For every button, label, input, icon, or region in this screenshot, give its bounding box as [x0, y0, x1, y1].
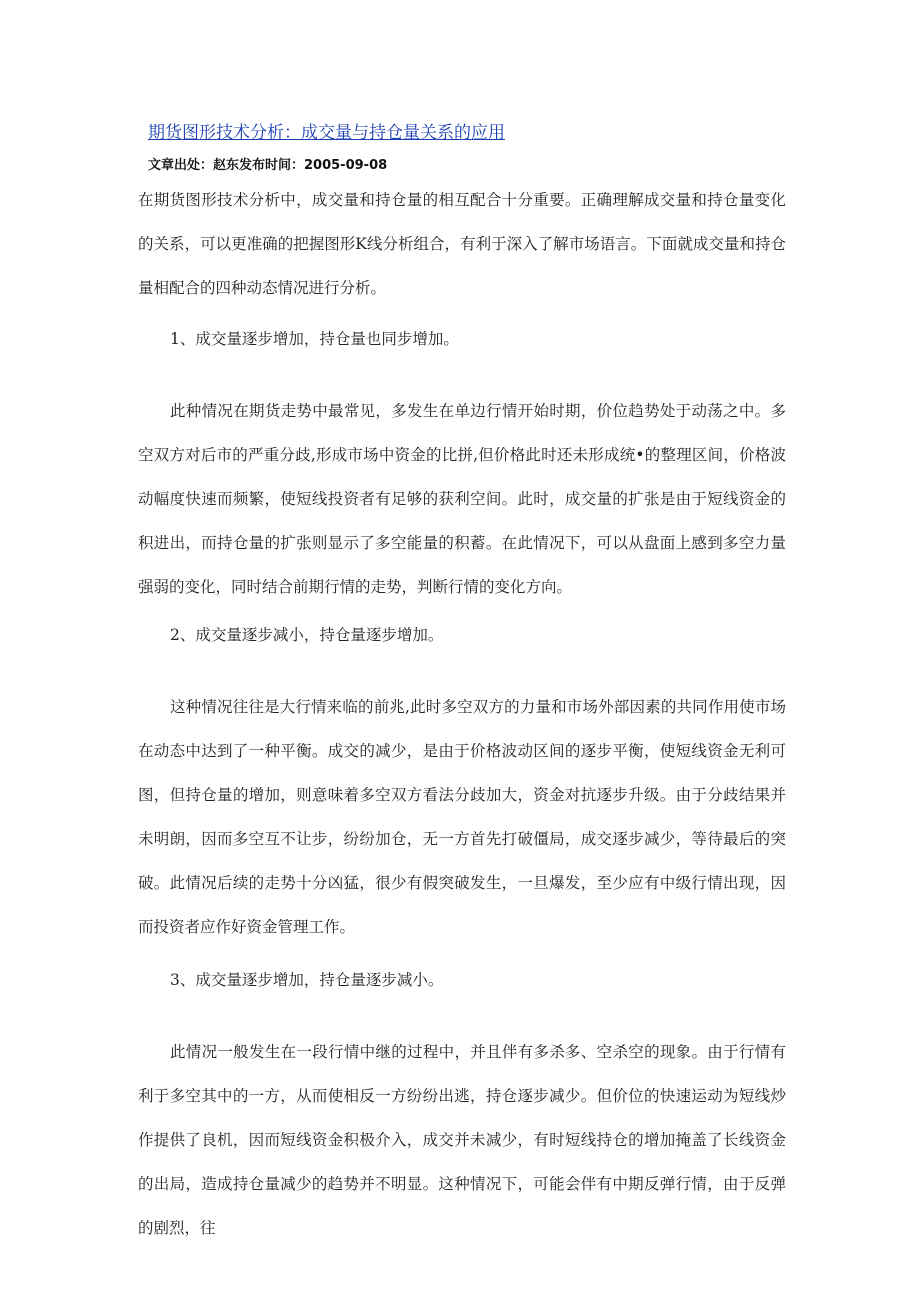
- article-meta: 文章出处：赵东发布时间：2005-09-08: [148, 158, 388, 173]
- section-1-body: 此种情况在期货走势中最常见，多发生在单边行情开始时期，价位趋势处于动荡之中。多空双方对后市的严重分歧,形成市场中资金的比拼,但价格此时还未形成统•的整理区间，价格波动幅度快速而频繁，使短线投资者有足够的获利空间。此时，成交量的扩张是由于短线资金的积进出，而持仓量的扩张则显示了多空能量的积蓄。在此情况下，可以从盘面上感到多空力量强弱的变化，同时结合前期行情的走势，判断行情的变化方向。: [138, 402, 786, 596]
- intro-paragraph: 在期货图形技术分析中，成交量和持仓量的相互配合十分重要。正确理解成交量和持仓量变化的关系，可以更准确的把握图形K线分析组合，有利于深入了解市场语言。下面就成交量和持仓量相配合的四种动态情况进行分析。: [138, 191, 786, 297]
- section-1-heading: 1、成交量逐步增加，持仓量也同步增加。: [170, 330, 459, 348]
- section-3-body: 此情况一般发生在一段行情中继的过程中，并且伴有多杀多、空杀空的现象。由于行情有利于多空其中的一方，从而使相反一方纷纷出逃，持仓逐步减少。但价位的快速运动为短线炒作提供了良机，因而短线资金积极介入，成交并未减少，有时短线持仓的增加掩盖了长线资金的出局，造成持仓量减少的趋势并不明显。这种情况下，可能会伴有中期反弹行情，由于反弹的剧烈，往: [138, 1043, 786, 1237]
- article-title-link[interactable]: 期货图形技术分析：成交量与持仓量关系的应用: [148, 123, 505, 143]
- section-2-body: 这种情况往往是大行情来临的前兆,此时多空双方的力量和市场外部因素的共同作用使市场在动态中达到了一种平衡。成交的减少，是由于价格波动区间的逐步平衡，使短线资金无利可图，但持仓量的增加，则意味着多空双方看法分歧加大，资金对抗逐步升级。由于分歧结果并未明朗，因而多空互不让步，纷纷加仓，无一方首先打破僵局，成交逐步减少，等待最后的突破。此情况后续的走势十分凶猛，很少有假突破发生，一旦爆发，至少应有中级行情出现，因而投资者应作好资金管理工作。: [138, 698, 786, 936]
- section-2-heading: 2、成交量逐步减小，持仓量逐步增加。: [170, 626, 444, 644]
- section-3-heading: 3、成交量逐步增加，持仓量逐步减小。: [170, 971, 444, 989]
